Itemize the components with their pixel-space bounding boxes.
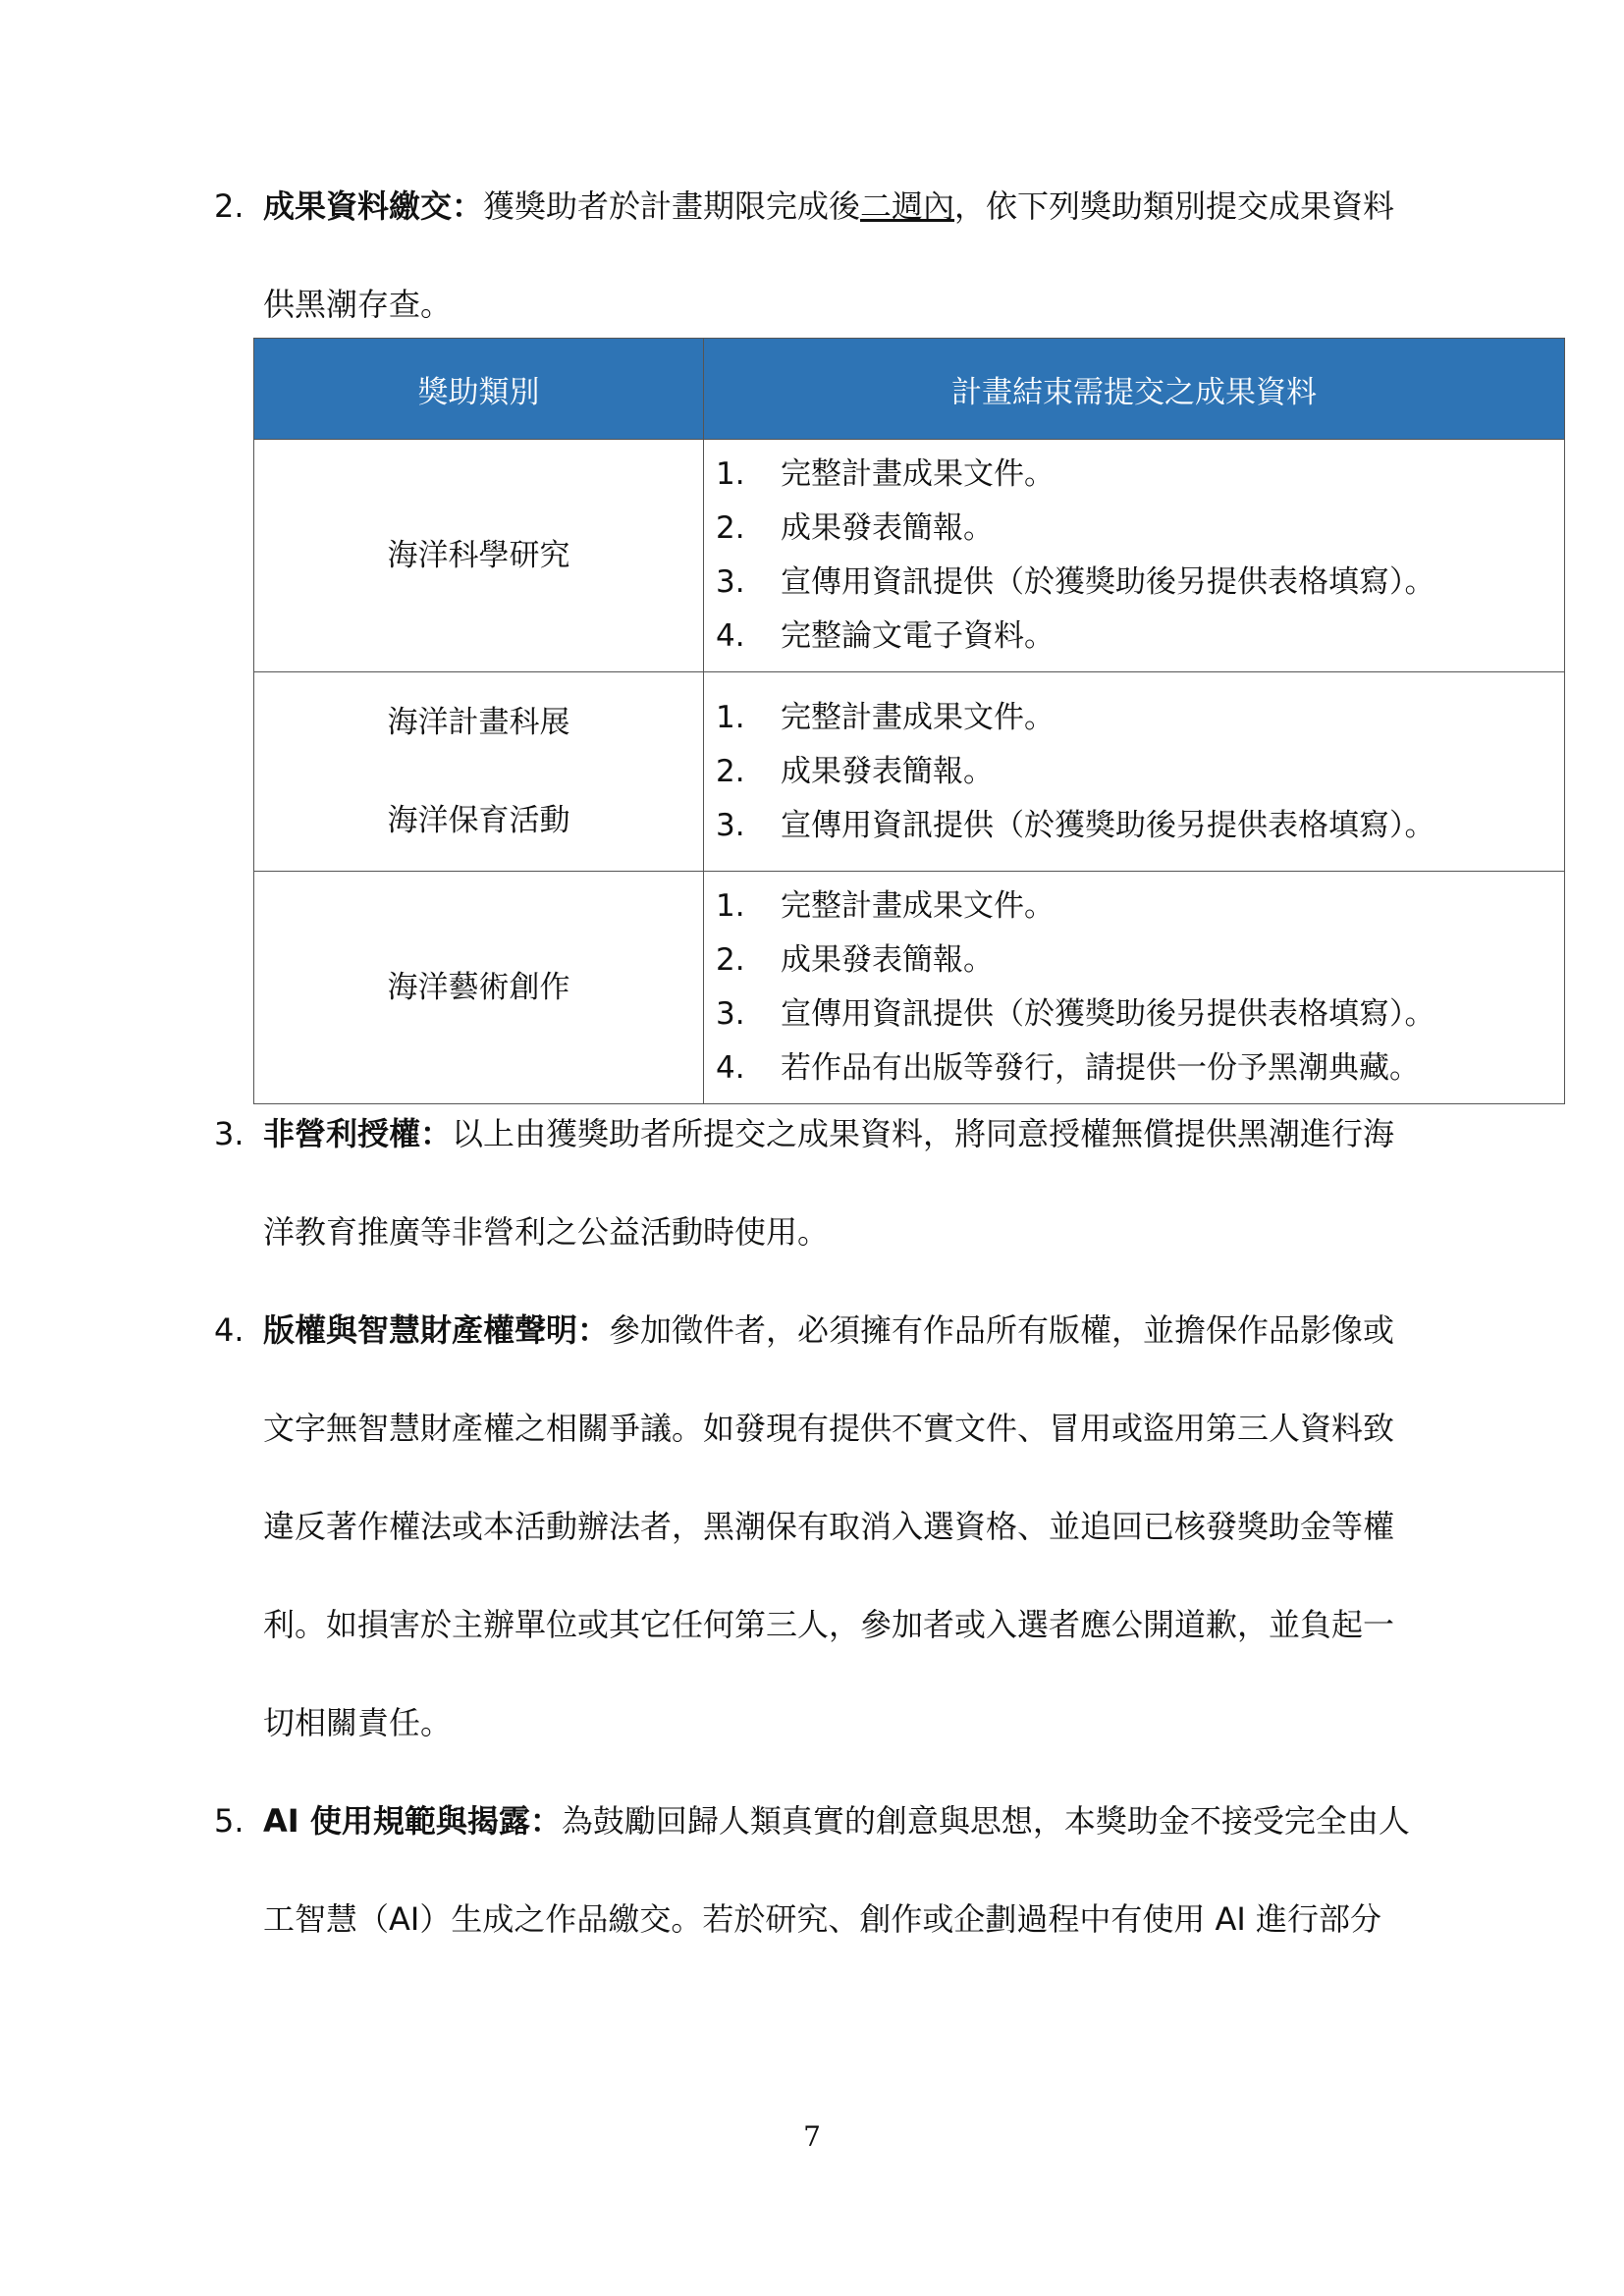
category-label: 海洋藝術創作: [387, 970, 570, 1005]
deliverable-item: 3. 宣傳用資訊提供（於獲獎助後另提供表格填寫）。: [716, 807, 1435, 843]
deliverable-item: 4. 完整論文電子資料。: [716, 618, 1055, 654]
deliverable-item: 2. 成果發表簡報。: [716, 510, 994, 546]
page-number: 7: [803, 2120, 821, 2153]
item-title: 非營利授權：: [263, 1115, 453, 1152]
item-line: 切相關責任。: [263, 1704, 453, 1741]
table-header-category: 獎助類別: [254, 339, 704, 440]
category-label: 海洋計畫科展: [387, 705, 570, 740]
item-line: 供黑潮存查。: [263, 286, 453, 323]
item-number: 3.: [214, 1115, 244, 1152]
item-text: 參加徵件者，必須擁有作品所有版權，並擔保作品影像或: [609, 1311, 1395, 1349]
item-title: 成果資料繳交：: [263, 187, 484, 225]
item-text: ，依下列獎助類別提交成果資料: [954, 187, 1395, 225]
category-cell: [254, 440, 704, 672]
item-text: 為鼓勵回歸人類真實的創意與思想，本獎助金不接受完全由人: [561, 1802, 1410, 1840]
deliverables-cell: [704, 872, 1565, 1104]
table-row: [254, 872, 1565, 1104]
underlined-text: 二週內: [860, 187, 955, 225]
deliverable-item: 1. 完整計畫成果文件。: [716, 699, 1055, 735]
deliverables-cell: [704, 672, 1565, 872]
category-label: 海洋科學研究: [387, 538, 570, 573]
table-header-row: [254, 339, 1565, 440]
item-line: 違反著作權法或本活動辦法者，黑潮保有取消入選資格、並追回已核發獎助金等權: [263, 1508, 1395, 1545]
deliverable-item: 2. 成果發表簡報。: [716, 942, 994, 978]
grant-results-table: [253, 338, 1565, 1104]
item-text: 以上由獲獎助者所提交之成果資料，將同意授權無償提供黑潮進行海: [452, 1115, 1395, 1152]
item-text: 獲獎助者於計畫期限完成後: [483, 187, 861, 225]
table-row: [254, 672, 1565, 872]
item-title: 版權與智慧財產權聲明：: [263, 1311, 610, 1349]
item-line: 洋教育推廣等非營利之公益活動時使用。: [263, 1213, 830, 1251]
item-number: 4.: [214, 1311, 244, 1349]
item-line: 利。如損害於主辦單位或其它任何第三人，參加者或入選者應公開道歉，並負起一: [263, 1606, 1395, 1643]
table-header-deliverables: 計畫結束需提交之成果資料: [704, 339, 1565, 440]
item-title: AI 使用規範與揭露：: [263, 1802, 562, 1840]
deliverables-cell: [704, 440, 1565, 672]
deliverable-item: 4. 若作品有出版等發行，請提供一份予黑潮典藏。: [716, 1050, 1420, 1086]
deliverable-item: 2. 成果發表簡報。: [716, 753, 994, 789]
deliverable-item: 3. 宣傳用資訊提供（於獲獎助後另提供表格填寫）。: [716, 996, 1435, 1032]
item-line: [263, 1281, 1481, 1379]
item-number: 5.: [214, 1802, 244, 1840]
item-line: [263, 1085, 1481, 1183]
deliverable-item: 1. 完整計畫成果文件。: [716, 456, 1055, 492]
item-line: [263, 157, 1481, 255]
item-line: 工智慧（AI）生成之作品繳交。若於研究、創作或企劃過程中有使用 AI 進行部分: [263, 1900, 1382, 1938]
category-label: 海洋保育活動: [387, 803, 570, 838]
deliverable-item: 3. 宣傳用資訊提供（於獲獎助後另提供表格填寫）。: [716, 564, 1435, 600]
item-line: 文字無智慧財產權之相關爭議。如發現有提供不實文件、冒用或盜用第三人資料致: [263, 1410, 1395, 1447]
category-cell: [254, 672, 704, 872]
category-cell: [254, 872, 704, 1104]
item-number: 2.: [214, 187, 244, 225]
table-row: [254, 440, 1565, 672]
deliverable-item: 1. 完整計畫成果文件。: [716, 888, 1055, 924]
item-line: [263, 1772, 1481, 1870]
